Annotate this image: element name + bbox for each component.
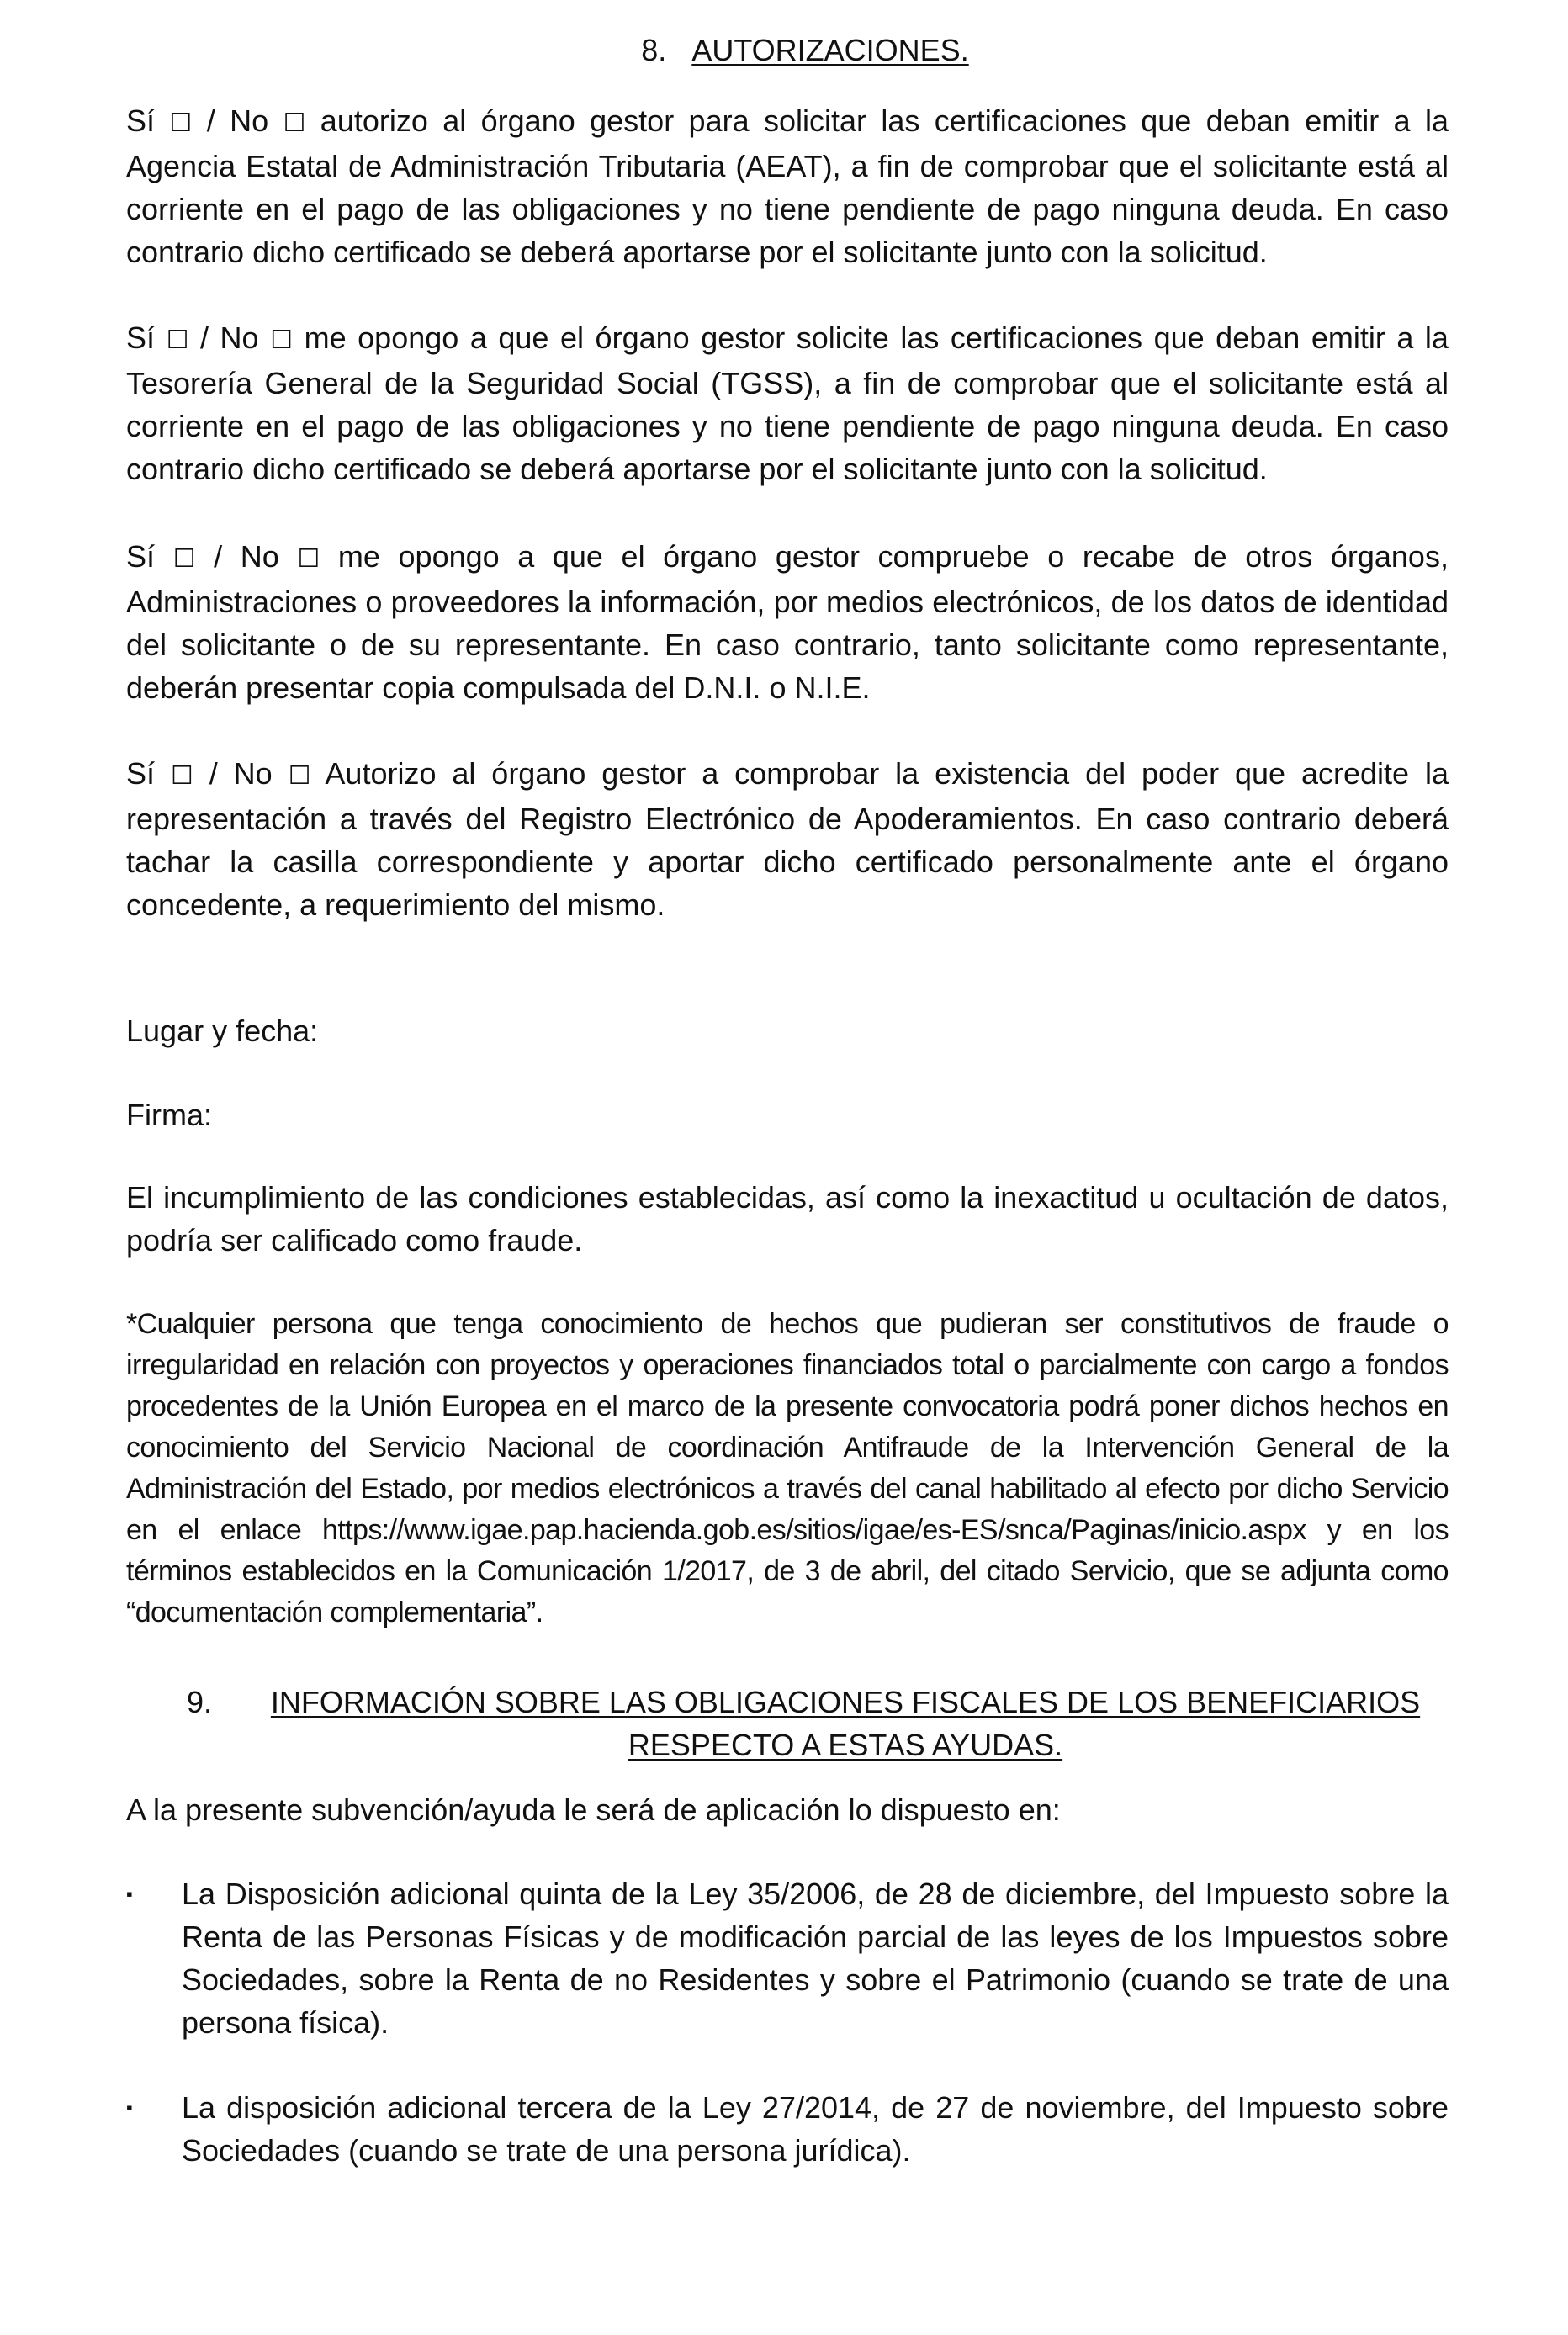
- list-item-text: La Disposición adicional quinta de la Ley 35/2006, de 28 de diciembre, del Impuesto sobre la Renta de las Personas Físicas y de modificación parcial de las leyes de los Impuestos sobre Sociedades, sobre la Renta de no Residentes y sobre el Patrimonio (cuando se trate de una persona física).: [182, 1877, 1449, 2040]
- antifraude-note: *Cualquier persona que tenga conocimiento de hechos que pudieran ser constitutivos de fraude o irregularidad en relación con proyectos y operaciones financiados total o parcialmente con cargo a fondos procedentes de la Unión Europea en el marco de la presente convocatoria podrá poner dichos hechos en conocimiento del Servicio Nacional de coordinación Antifraude de la Intervención General de la Administración del Estado, por medios electrónicos a través del canal habilitado al efecto por dicho Servicio en el enlace https://www.igae.pap.hacienda.gob.es/sitios/igae/es-ES/snca/Paginas/inicio.aspx y en los términos establecidos en la Comunicación 1/2017, de 3 de abril, del citado Servicio, que se adjunta como “documentación complementaria”.: [126, 1308, 1449, 1628]
- authorization-aeat: [126, 99, 1449, 273]
- bullet-icon: ▪: [126, 1883, 133, 1904]
- section-9-number: 9.: [187, 1685, 213, 1719]
- section-8-heading: [126, 29, 1449, 72]
- auth-identidad-si-label: Sí: [126, 539, 156, 574]
- auth-apoderamientos-no-checkbox[interactable]: ☐: [288, 761, 311, 791]
- auth-apoderamientos-no-label: / No: [209, 756, 273, 791]
- auth-aeat-no-checkbox[interactable]: ☐: [283, 109, 306, 138]
- list-item: [126, 2086, 1449, 2172]
- section-9-intro: A la presente subvención/ayuda le será de aplicación lo dispuesto en:: [126, 1792, 1061, 1827]
- auth-tgss-no-checkbox[interactable]: ☐: [270, 326, 294, 355]
- auth-tgss-no-label: / No: [200, 320, 259, 355]
- auth-aeat-si-label: Sí: [126, 103, 156, 138]
- auth-identidad-text: me opongo a que el órgano gestor compruebe o recabe de otros órganos, Administraciones o proveedores la información, por medios electrónicos, de los datos de identidad del solicitante o de su representante. En caso contrario, tanto solicitante como representante, deberán presentar copia compulsada del D.N.I. o N.I.E.: [126, 539, 1449, 705]
- firma-label: Firma:: [126, 1098, 212, 1132]
- auth-aeat-si-checkbox[interactable]: ☐: [169, 109, 193, 138]
- list-item: [126, 1872, 1449, 2044]
- auth-aeat-text: autorizo al órgano gestor para solicitar las certificaciones que deban emitir a la Agencia Estatal de Administración Tributaria (AEAT), a fin de comprobar que el solicitante está al corriente en el pago de las obligaciones y no tiene pendiente de pago ninguna deuda. En caso contrario dicho certificado se deberá aportarse por el solicitante junto con la solicitud.: [126, 103, 1449, 269]
- auth-identidad-si-checkbox[interactable]: ☐: [172, 544, 196, 574]
- lugar-fecha-label: Lugar y fecha:: [126, 1014, 319, 1048]
- authorization-apoderamientos: [126, 752, 1449, 926]
- section-9-heading: [126, 1681, 1449, 1766]
- section-8-number: 8.: [641, 33, 667, 67]
- auth-aeat-no-label: / No: [206, 103, 269, 138]
- authorization-identidad: [126, 535, 1449, 709]
- auth-apoderamientos-text: Autorizo al órgano gestor a comprobar la existencia del poder que acredite la representación a través del Registro Electrónico de Apoderamientos. En caso contrario deberá tachar la casilla correspondiente y aportar dicho certificado personalmente ante el órgano concedente, a requerimiento del mismo.: [126, 756, 1449, 922]
- bullet-icon: ▪: [126, 2097, 133, 2118]
- auth-identidad-no-checkbox[interactable]: ☐: [297, 544, 320, 574]
- authorization-tgss: [126, 316, 1449, 490]
- auth-tgss-text: me opongo a que el órgano gestor solicite las certificaciones que deban emitir a la Tesorería General de la Seguridad Social (TGSS), a fin de comprobar que el solicitante está al corriente en el pago de las obligaciones y no tiene pendiente de pago ninguna deuda. En caso contrario dicho certificado se deberá aportarse por el solicitante junto con la solicitud.: [126, 320, 1449, 486]
- auth-identidad-no-label: / No: [214, 539, 279, 574]
- auth-tgss-si-checkbox[interactable]: ☐: [166, 326, 189, 355]
- section-8-title: AUTORIZACIONES.: [691, 33, 969, 67]
- list-item-text: La disposición adicional tercera de la Ley 27/2014, de 27 de noviembre, del Impuesto sobre Sociedades (cuando se trate de una persona jurídica).: [182, 2090, 1449, 2168]
- auth-apoderamientos-si-checkbox[interactable]: ☐: [170, 761, 193, 791]
- auth-tgss-si-label: Sí: [126, 320, 156, 355]
- section-9-title: INFORMACIÓN SOBRE LAS OBLIGACIONES FISCALES DE LOS BENEFICIARIOS RESPECTO A ESTAS AYUDAS.: [270, 1685, 1421, 1762]
- auth-apoderamientos-si-label: Sí: [126, 756, 156, 791]
- fraude-warning: El incumplimiento de las condiciones establecidas, así como la inexactitud u ocultación de datos, podría ser calificado como fraude.: [126, 1180, 1449, 1258]
